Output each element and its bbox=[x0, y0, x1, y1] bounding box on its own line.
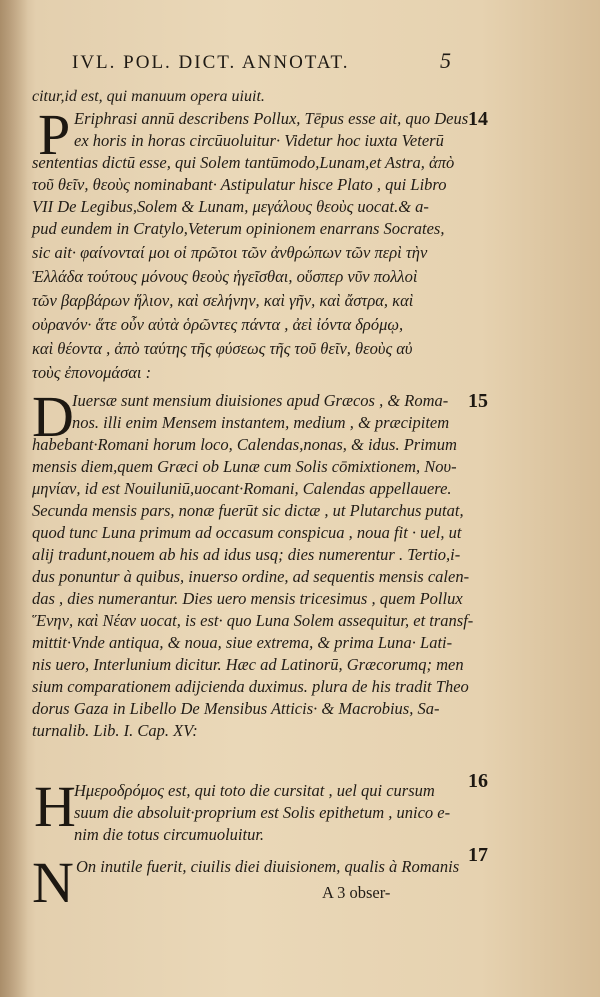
text-line: dus ponuntur à quibus, inuerso ordine, ad sequentis mensis calen- bbox=[32, 567, 470, 586]
text-line: dorus Gaza in Libello De Mensibus Atticis· & Macrobius, Sa- bbox=[32, 699, 440, 718]
text-line: VII De Legibus,Solem & Lunam, μεγάλους θεοὺς uocat.& a- bbox=[32, 197, 429, 216]
dropcap-p: P bbox=[38, 102, 71, 167]
text-line: mensis diem,quem Græci ob Lunæ cum Solis cōmixtionem, Νου- bbox=[32, 457, 457, 476]
margin-number-16: 16 bbox=[468, 770, 488, 792]
text-line: Iuersæ sunt mensium diuisiones apud Græcos , & Roma- bbox=[72, 391, 449, 410]
text-line: habebant·Romani horum loco, Calendas,nonas, & idus. Primum bbox=[32, 435, 457, 454]
text-line: τοῦ θεῖν, θεοὺς nominabant· Astipulatur hisce Plato , qui Libro bbox=[32, 175, 447, 194]
text-line: τῶν βαρβάρων ἥλιον, καὶ σελήνην, καὶ γῆν, καὶ ἄστρα, καὶ bbox=[32, 291, 414, 310]
text-line: On inutile fuerit, ciuilis diei diuisionem, qualis à Romanis bbox=[76, 857, 460, 876]
text-line: καὶ θέοντα , ἀπὸ ταύτης τῆς φύσεως τῆς τοῦ θεῖν, θεοὺς αὐ bbox=[32, 339, 413, 358]
text-line: Ἕνην, καὶ Νέαν uocat, is est· quo Luna Solem assequitur, et transf- bbox=[32, 611, 474, 630]
folio-number: 5 bbox=[440, 48, 451, 73]
dropcap-d: D bbox=[32, 384, 74, 449]
text-line: Ἑλλάδα τούτους μόνους θεοὺς ἡγεῖσθαι, οὕσπερ νῦν πολλοὶ bbox=[32, 267, 418, 286]
text-line: τοὺς ἐπονομάσαι : bbox=[32, 363, 152, 382]
text-line: sic ait· φαίνονταί μοι οἱ πρῶτοι τῶν ἀνθρώπων τῶν περὶ τὴν bbox=[32, 243, 428, 262]
margin-number-14: 14 bbox=[468, 108, 488, 130]
text-line: nis uero, Interlunium dicitur. Hæc ad Latinorū, Græcorumq; men bbox=[32, 655, 464, 674]
text-line: suum die absoluit·proprium est Solis epithetum , unico e- bbox=[74, 803, 451, 822]
signature-mark: A 3 obser- bbox=[322, 883, 391, 902]
text-line: nos. illi enim Mensem instantem, medium , & præcipitem bbox=[72, 413, 450, 432]
text-line: pud eundem in Cratylo,Veterum opinionem enarrans Socrates, bbox=[32, 219, 445, 238]
text-line: citur,id est, qui manuum opera uiuit. bbox=[32, 88, 265, 105]
text-line: turnalib. Lib. I. Cap. XV: bbox=[32, 721, 198, 740]
text-line: Secunda mensis pars, nonæ fuerūt sic dictæ , ut Plutarchus putat, bbox=[32, 501, 464, 520]
text-line: sententias dictū esse, qui Solem tantūmodo,Lunam,et Astra, ἀπὸ bbox=[32, 153, 455, 172]
text-line: das , dies numerantur. Dies uero mensis tricesimus , quem Pollux bbox=[32, 589, 463, 608]
dropcap-n: N bbox=[32, 850, 74, 915]
text-line: Ημεροδρόμος est, qui toto die cursitat , uel qui cursum bbox=[74, 781, 435, 800]
text-line: Eriphrasi annū describens Pollux, Tēpus esse ait, quo Deus bbox=[74, 109, 469, 128]
text-line: mittit·Vnde antiqua, & noua, siue extrema, & prima Luna· Lati- bbox=[32, 633, 453, 652]
margin-number-17: 17 bbox=[468, 844, 488, 866]
margin-number-15: 15 bbox=[468, 390, 488, 412]
text-line: nim die totus circumuoluitur. bbox=[74, 825, 265, 844]
text-line: ex horis in horas circūuoluitur· Videtur hoc iuxta Veterū bbox=[74, 131, 444, 150]
text-line: alij tradunt,nouem ab his ad idus usq; dies numerentur . Tertio,i- bbox=[32, 545, 461, 564]
running-head: IVL. POL. DICT. ANNOTAT. bbox=[72, 52, 350, 73]
text-line: οὐρανόν· ἅτε οὖν αὐτὰ ὁρῶντες πάντα , ἀεὶ ἰόντα δρόμῳ, bbox=[32, 315, 404, 334]
text-line: quod tunc Luna primum ad occasum conspicua , noua fit · uel, ut bbox=[32, 523, 462, 542]
text-line: μηνίαν, id est Nouiluniū,uocant·Romani, Calendas appellauere. bbox=[32, 479, 452, 498]
dropcap-h: H bbox=[34, 774, 76, 839]
text-line: sium comparationem adijcienda duximus. plura de his tradit Theo bbox=[32, 677, 469, 696]
